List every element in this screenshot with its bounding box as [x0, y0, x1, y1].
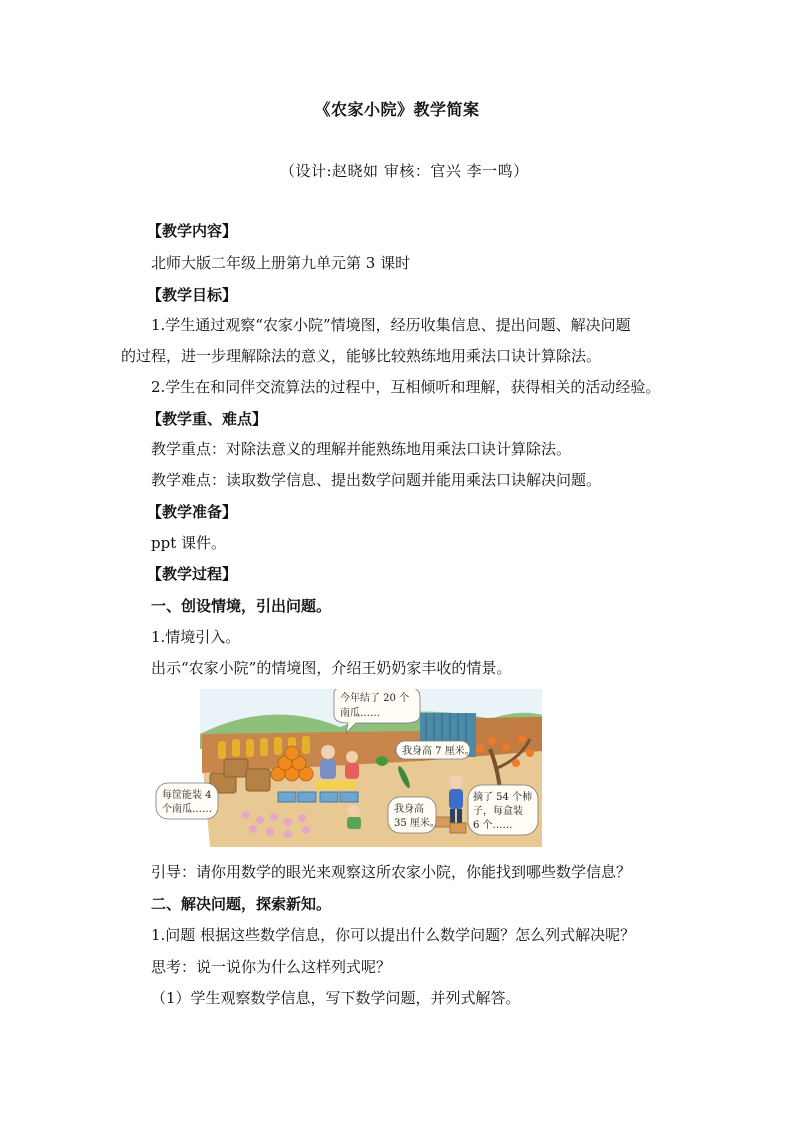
bubble-height7 — [396, 741, 475, 759]
bubble-basket-line-1: 每筐能装 4 — [162, 790, 212, 801]
key-point: 教学重点：对除法意义的理解并能熟练地用乘法口诀计算除法。 — [151, 440, 572, 458]
step-2-sub-1: （1）学生观察数学信息，写下数学问题，并列式解答。 — [151, 989, 521, 1007]
bubble-pumpkins-line-2: 南瓜…… — [340, 708, 380, 719]
bubble-basket-line-2: 个南瓜…… — [162, 804, 212, 815]
step-2-question: 1.问题 根据这些数学信息，你可以提出什么数学问题？怎么列式解决呢？ — [151, 926, 636, 944]
goal-1-line-1: 1.学生通过观察“农家小院”情境图，经历收集信息、提出问题、解决问题 — [151, 316, 631, 334]
bubble-height7-line-1: 我身高 7 厘米。 — [402, 746, 475, 757]
bubble-persimmon-line-2: 子，每盒装 — [473, 806, 523, 817]
section-heading-keypoints: 【教学重、难点】 — [147, 410, 268, 428]
section-heading-goals: 【教学目标】 — [147, 286, 238, 304]
document-byline: （设计:赵晓如 审核：官兴 李一鸣） — [280, 162, 529, 180]
farmyard-illustration — [150, 689, 542, 847]
bubble-height35 — [388, 797, 440, 833]
step-2-think: 思考：说一说你为什么这样列式呢？ — [151, 958, 392, 976]
bubble-persimmon — [468, 785, 538, 835]
section-heading-content: 【教学内容】 — [147, 222, 238, 240]
document-title: 《农家小院》教学简案 — [314, 100, 480, 119]
bubble-persimmon-line-3: 6 个…… — [473, 820, 513, 831]
bubble-height35-line-1: 我身高 — [394, 804, 424, 815]
guide-text: 引导：请你用数学的眼光来观察这所农家小院，你能找到哪些数学信息？ — [151, 863, 632, 881]
bubble-persimmon-line-1: 摘了 54 个柿 — [473, 792, 533, 803]
bubble-pumpkins-line-1: 今年结了 20 个 — [340, 693, 410, 704]
section-heading-prep: 【教学准备】 — [147, 503, 238, 521]
prep-text: ppt 课件。 — [151, 534, 227, 552]
bubble-height35-line-2: 35 厘米。 — [394, 818, 440, 829]
step-2-heading: 二、解决问题，探索新知。 — [151, 895, 332, 913]
bubble-basket — [156, 783, 218, 819]
goal-1-line-2: 的过程，进一步理解除法的意义，能够比较熟练地用乘法口诀计算除法。 — [121, 347, 602, 365]
difficult-point: 教学难点：读取数学信息、提出数学问题并能用乘法口诀解决问题。 — [151, 471, 602, 489]
step-1-text: 出示“农家小院”的情境图，介绍王奶奶家丰收的情景。 — [151, 659, 512, 677]
step-1-sub: 1.情境引入。 — [151, 628, 241, 646]
step-1-heading: 一、创设情境，引出问题。 — [151, 597, 332, 615]
goal-2: 2.学生在和同伴交流算法的过程中，互相倾听和理解，获得相关的活动经验。 — [151, 378, 661, 396]
content-text: 北师大版二年级上册第九单元第 3 课时 — [151, 254, 411, 272]
section-heading-process: 【教学过程】 — [147, 565, 238, 583]
